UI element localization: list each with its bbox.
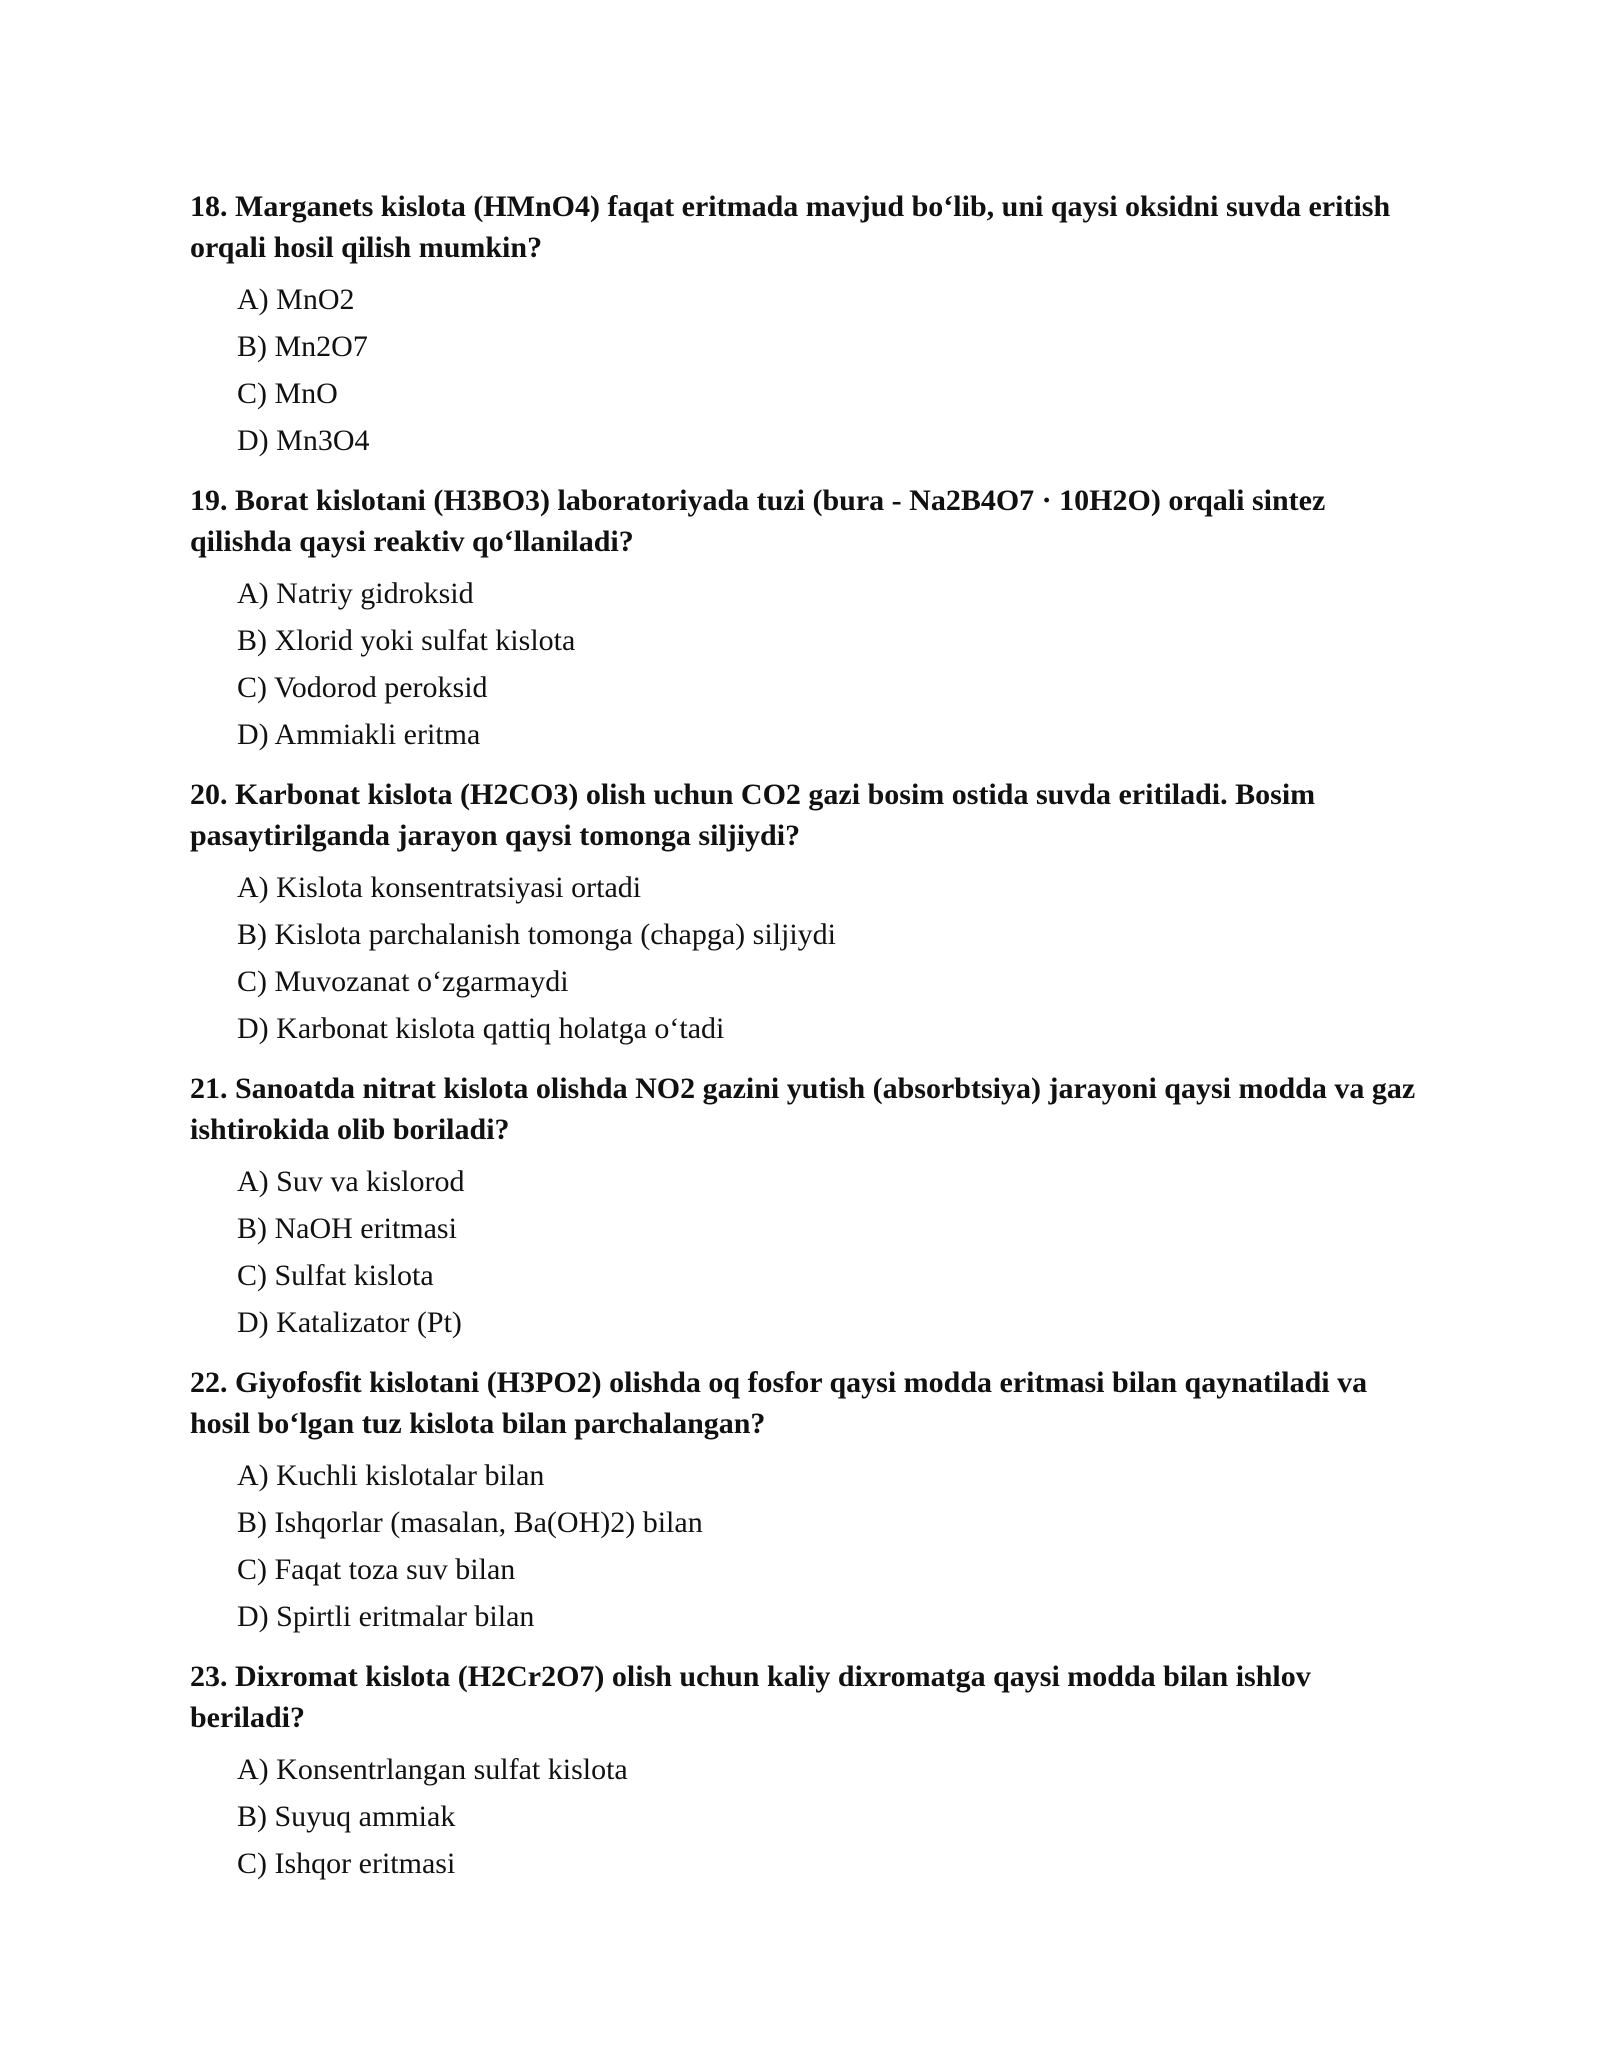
option-b: B) Suyuq ammiak <box>237 1800 456 1833</box>
answer-options <box>190 1746 1420 1887</box>
question-text: 21. Sanoatda nitrat kislota olishda NO2 gazini yutish (absorbtsiya) jarayoni qaysi modda va gaz ishtirokida olib boriladi? <box>190 1072 1416 1146</box>
option-d: D) Ammiakli eritma <box>237 718 481 751</box>
option-a: A) MnO2 <box>237 283 355 316</box>
option-a: A) Kislota konsentratsiyasi ortadi <box>237 871 642 904</box>
question-21 <box>190 1068 1420 1346</box>
option-c: C) Muvozanat o‘zgarmaydi <box>237 965 569 998</box>
answer-options <box>190 570 1420 758</box>
option-c: C) Ishqor eritmasi <box>237 1847 456 1880</box>
option-b: B) Xlorid yoki sulfat kislota <box>237 624 576 657</box>
option-b: B) Ishqorlar (masalan, Ba(OH)2) bilan <box>237 1506 703 1539</box>
option-c: C) Sulfat kislota <box>237 1259 434 1292</box>
question-text: 19. Borat kislotani (H3BO3) laboratoriyada tuzi (bura - Na2B4O7 · 10H2O) orqali sintez qilishda qaysi reaktiv qo‘llaniladi? <box>190 484 1326 558</box>
option-a: A) Suv va kislorod <box>237 1165 465 1198</box>
option-c: C) Vodorod peroksid <box>237 671 488 704</box>
answer-options <box>190 864 1420 1052</box>
question-text: 18. Marganets kislota (HMnO4) faqat eritmada mavjud bo‘lib, uni qaysi oksidni suvda eritish orqali hosil qilish mumkin? <box>190 190 1391 264</box>
option-a: A) Konsentrlangan sulfat kislota <box>237 1753 628 1786</box>
option-a: A) Kuchli kislotalar bilan <box>237 1459 545 1492</box>
question-23 <box>190 1656 1420 1887</box>
option-d: D) Spirtli eritmalar bilan <box>237 1600 535 1633</box>
option-b: B) NaOH eritmasi <box>237 1212 457 1245</box>
question-text: 22. Giyofosfit kislotani (H3PO2) olishda oq fosfor qaysi modda eritmasi bilan qaynatiladi va hosil bo‘lgan tuz kislota bilan parchalangan? <box>190 1366 1368 1440</box>
option-b: B) Mn2O7 <box>237 330 368 363</box>
question-20 <box>190 774 1420 1052</box>
option-d: D) Karbonat kislota qattiq holatga o‘tadi <box>237 1012 725 1045</box>
option-b: B) Kislota parchalanish tomonga (chapga) siljiydi <box>237 918 837 951</box>
question-18 <box>190 186 1420 464</box>
answer-options <box>190 1452 1420 1640</box>
answer-options <box>190 1158 1420 1346</box>
option-d: D) Mn3O4 <box>237 424 370 457</box>
question-text: 20. Karbonat kislota (H2CO3) olish uchun CO2 gazi bosim ostida suvda eritiladi. Bosim pasaytirilganda jarayon qaysi tomonga siljiydi? <box>190 778 1316 852</box>
question-text: 23. Dixromat kislota (H2Cr2O7) olish uchun kaliy dixromatga qaysi modda bilan ishlov beriladi? <box>190 1660 1311 1734</box>
question-19 <box>190 480 1420 758</box>
question-22 <box>190 1362 1420 1640</box>
option-c: C) MnO <box>237 377 338 410</box>
answer-options <box>190 276 1420 464</box>
option-d: D) Katalizator (Pt) <box>237 1306 462 1339</box>
option-c: C) Faqat toza suv bilan <box>237 1553 516 1586</box>
option-a: A) Natriy gidroksid <box>237 577 474 610</box>
